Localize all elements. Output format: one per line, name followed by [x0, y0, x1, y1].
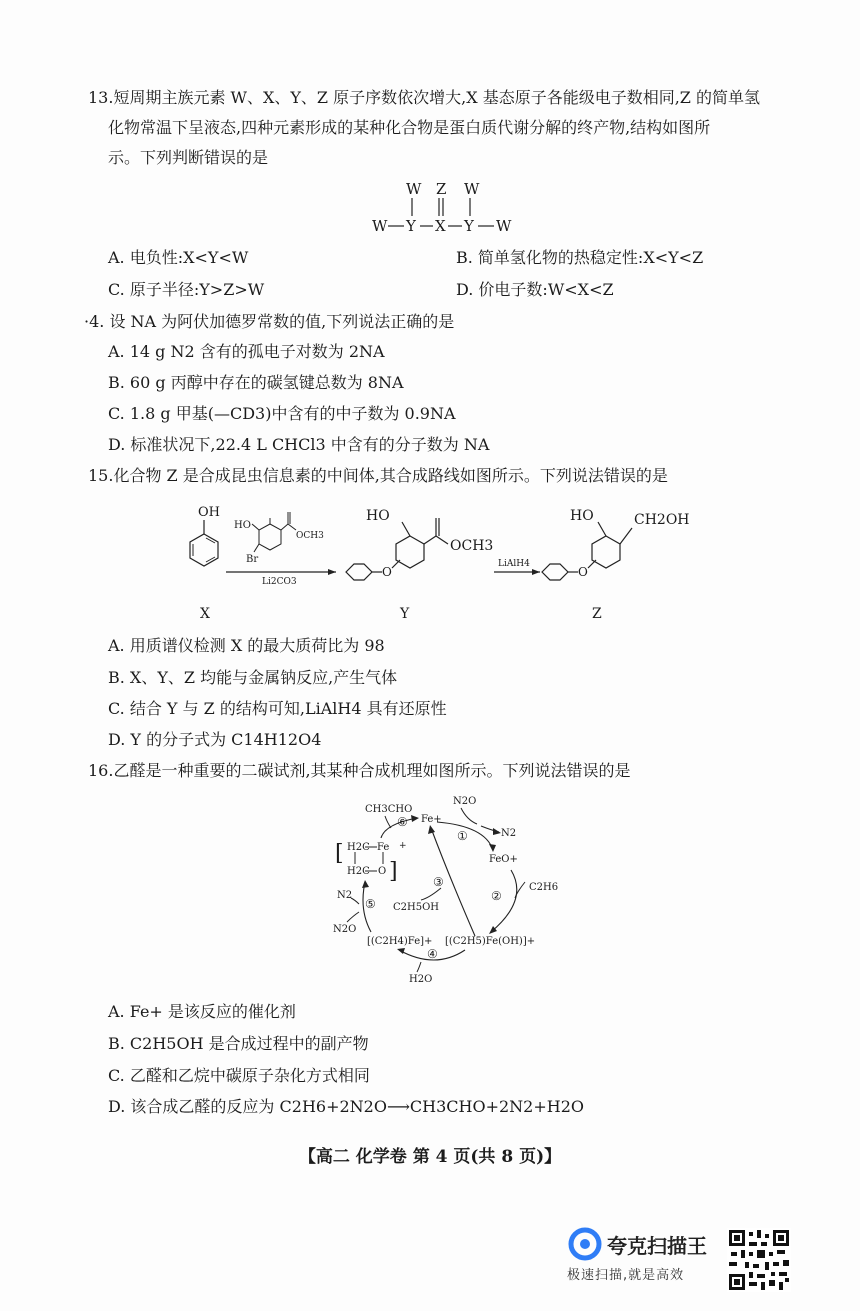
q13-stem-line2: 化物常温下呈液态,四种元素形成的某种化合物是蛋白质代谢分解的终产物,结构如图所: [108, 118, 711, 137]
qr-code-icon: [727, 1228, 791, 1292]
cycle-fe: Fe+: [421, 814, 442, 825]
q15-option-a: A. 用质谱仪检测 X 的最大质荷比为 98: [108, 636, 385, 655]
y-benzene-ring: [396, 536, 424, 568]
z-benzene-ring: [592, 536, 620, 568]
z-ether-o: O: [578, 565, 588, 579]
ring-fe: Fe: [377, 842, 390, 853]
q13-option-b: B. 简单氢化物的热稳定性:X<Y<Z: [456, 248, 704, 267]
y-ho-label: HO: [366, 508, 390, 524]
struct-x: X: [435, 217, 446, 235]
struct-top-right: W: [464, 180, 480, 198]
scanner-watermark: [567, 1226, 717, 1286]
step-1: ①: [457, 829, 468, 843]
q13-stem-line1: 13.短周期主族元素 W、X、Y、Z 原子序数依次增大,X 基态原子各能级电子数相同,Z 的简单氢: [88, 88, 760, 107]
cycle-c2h6: C2H6: [529, 882, 559, 893]
x-label: X: [200, 606, 210, 622]
z-label: Z: [592, 606, 602, 622]
ring-h2c-bottom: H2C: [347, 866, 370, 877]
step-2: ②: [491, 889, 502, 903]
step-4: ④: [427, 947, 438, 961]
ring-h2c-top: H2C: [347, 842, 370, 853]
ring-o: O: [378, 866, 387, 877]
q16-option-c: C. 乙醛和乙烷中碳原子杂化方式相同: [108, 1066, 370, 1085]
cycle-c2h4fe: [(C2H4)Fe]+: [367, 936, 433, 947]
x-oh-label: OH: [198, 505, 220, 520]
struct-y1: Y: [406, 217, 416, 235]
cycle-feo: FeO+: [489, 854, 518, 865]
step-6: ⑥: [397, 815, 408, 829]
q14-option-c: C. 1.8 g 甲基(—CD3)中含有的中子数为 0.9NA: [108, 404, 456, 423]
svg-text:[: [: [335, 841, 344, 866]
x-benzene-ring: [190, 534, 218, 566]
page-footer: 【高二 化学卷 第 4 页(共 8 页)】: [298, 1147, 562, 1167]
step-5: ⑤: [365, 897, 376, 911]
cycle-n2o-top: N2O: [453, 796, 477, 807]
q16-stem: 16.乙醛是一种重要的二碳试剂,其某种合成机理如图所示。下列说法错误的是: [88, 761, 631, 780]
struct-w1: W: [372, 217, 388, 235]
q15-stem: 15.化合物 Z 是合成昆虫信息素的中间体,其合成路线如图所示。下列说法错误的是: [88, 466, 668, 485]
struct-top-mid: Z: [436, 180, 447, 198]
q16-option-d: D. 该合成乙醛的反应为 C2H6+2N2O⟶CH3CHO+2N2+H2O: [108, 1097, 585, 1116]
q13-option-c: C. 原子半径:Y>Z>W: [108, 280, 265, 299]
reagent-br-label: Br: [246, 554, 259, 565]
y-och3-label: OCH3: [450, 538, 494, 554]
y-label: Y: [400, 606, 410, 622]
q14-stem: ·4. 设 NA 为阿伏加德罗常数的值,下列说法正确的是: [84, 312, 455, 331]
q13-structure: [370, 176, 520, 238]
quark-logo-icon: [567, 1226, 603, 1262]
cycle-n2-left: N2: [337, 890, 353, 901]
q16-option-a: A. Fe+ 是该反应的催化剂: [108, 1002, 296, 1021]
q15-option-b: B. X、Y、Z 均能与金属钠反应,产生气体: [108, 668, 398, 687]
brand-name: 夸克扫描王: [607, 1234, 707, 1258]
q15-option-d: D. Y 的分子式为 C14H12O4: [108, 730, 322, 749]
q14-option-b: B. 60 g 丙醇中存在的碳氢键总数为 8NA: [108, 373, 404, 392]
y-ether-o: O: [382, 565, 392, 579]
q13-option-a: A. 电负性:X<Y<W: [108, 248, 249, 267]
cycle-h2o: H2O: [409, 974, 433, 985]
cycle-c2h5oh: C2H5OH: [393, 902, 440, 913]
cycle-n2-right: N2: [501, 828, 517, 839]
reagent-lialh4: LiAlH4: [498, 559, 530, 569]
q14-option-d: D. 标准状况下,22.4 L CHCl3 中含有的分子数为 NA: [108, 435, 490, 454]
ring-plus: +: [399, 841, 407, 851]
svg-text:]: ]: [389, 859, 398, 884]
struct-w2: W: [496, 217, 512, 235]
struct-y2: Y: [464, 217, 474, 235]
q13-stem-line3: 示。下列判断错误的是: [108, 148, 269, 167]
q13-option-d: D. 价电子数:W<X<Z: [456, 280, 614, 299]
brand-slogan: 极速扫描,就是高效: [567, 1268, 685, 1283]
z-ho-label: HO: [570, 508, 594, 524]
reagent-ho-label: HO: [234, 520, 251, 531]
struct-top-left: W: [406, 180, 422, 198]
q15-synthesis-scheme: [170, 500, 710, 628]
cycle-n2o-left: N2O: [333, 924, 357, 935]
cycle-ch3cho: CH3CHO: [365, 804, 413, 815]
cycle-c2h5feoh: [(C2H5)Fe(OH)]+: [445, 936, 536, 947]
q14-option-a: A. 14 g N2 含有的孤电子对数为 2NA: [108, 342, 385, 361]
q15-option-c: C. 结合 Y 与 Z 的结构可知,LiAlH4 具有还原性: [108, 699, 447, 718]
z-ch2oh-label: CH2OH: [634, 512, 690, 528]
step-3: ③: [433, 875, 444, 889]
q16-catalytic-cycle: [325, 786, 565, 990]
q16-option-b: B. C2H5OH 是合成过程中的副产物: [108, 1034, 369, 1053]
reagent-och3-label: OCH3: [296, 531, 324, 541]
reagent-li2co3: Li2CO3: [262, 577, 297, 587]
